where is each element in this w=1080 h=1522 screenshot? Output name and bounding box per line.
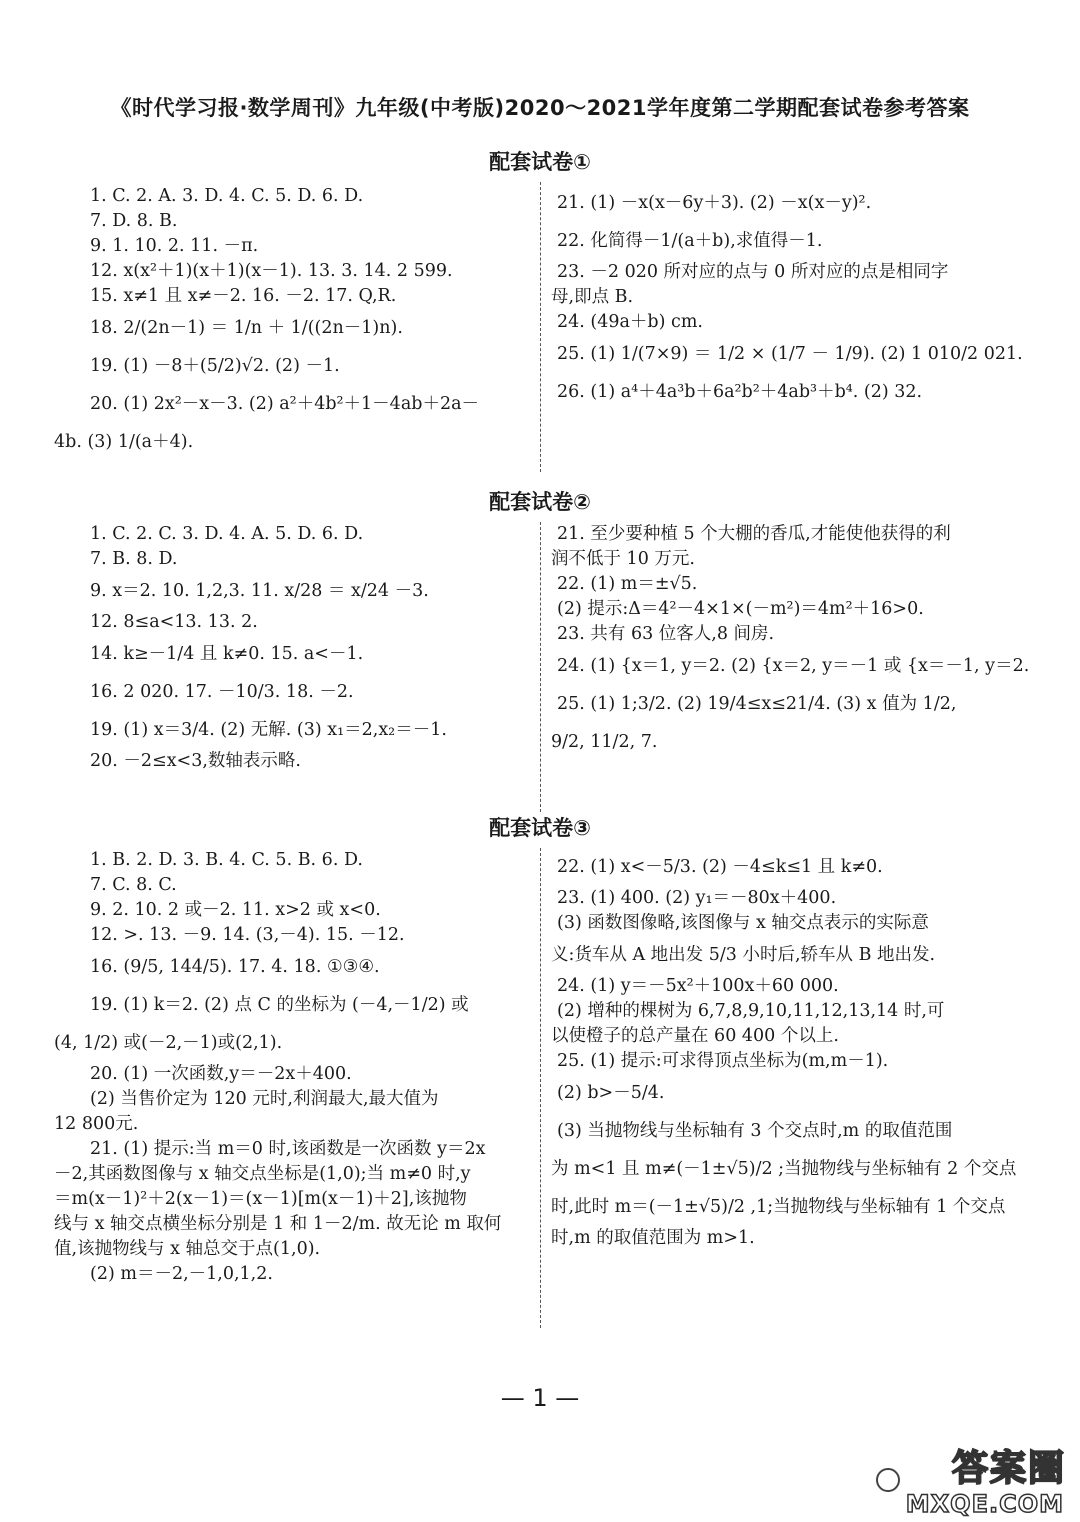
answer-line: 20. (1) 一次函数,y＝－2x＋400. (90, 1064, 352, 1084)
answer-line: 12. x(x²＋1)(x＋1)(x－1). 13. 3. 14. 2 599. (90, 261, 453, 281)
answer-line: (2) m＝－2,－1,0,1,2. (90, 1264, 273, 1284)
answer-line: 值,该抛物线与 x 轴总交于点(1,0). (54, 1239, 321, 1259)
answer-line: (2) 提示:Δ＝4²－4×1×(－m²)＝4m²＋16>0. (557, 599, 924, 619)
right-column (551, 184, 1027, 411)
answer-line: 时,m 的取值范围为 m>1. (551, 1228, 755, 1248)
answer-line: 20. －2≤x<3,数轴表示略. (90, 751, 301, 771)
answer-line: 23. 共有 63 位客人,8 间房. (557, 624, 775, 644)
left-column (54, 184, 530, 461)
answer-line: 12 800元. (54, 1114, 139, 1134)
answer-line: 线与 x 轴交点横坐标分别是 1 和 1－2/m. 故无论 m 取何 (54, 1214, 502, 1234)
answer-line: 母,即点 B. (551, 287, 634, 307)
answer-line: 12. 8≤a<13. 13. 2. (90, 612, 258, 632)
watermark-site: MXQE.COM (905, 1490, 1064, 1518)
answer-line: (2) 当售价定为 120 元时,利润最大,最大值为 (90, 1089, 439, 1109)
answer-line: －2,其函数图像与 x 轴交点坐标是(1,0);当 m≠0 时,y (54, 1164, 471, 1184)
answer-line: 23. －2 020 所对应的点与 0 所对应的点是相同字 (557, 262, 949, 282)
answer-line: 23. (1) 400. (2) y₁＝－80x＋400. (557, 888, 837, 908)
answer-line: 21. 至少要种植 5 个大棚的香瓜,才能使他获得的利 (557, 524, 951, 544)
answer-line: 26. (1) a⁴＋4a³b＋6a²b²＋4ab³＋b⁴. (2) 32. (557, 382, 923, 402)
answer-line: 24. (49a＋b) cm. (557, 312, 703, 332)
watermark-logo: 答案圈 (951, 1448, 1066, 1489)
answer-line: 以使橙子的总产量在 60 400 个以上. (551, 1026, 839, 1046)
answer-line: 12. >. 13. －9. 14. (3,－4). 15. －12. (90, 925, 405, 945)
answer-line: (3) 函数图像略,该图像与 x 轴交点表示的实际意 (557, 913, 929, 933)
answer-line: 19. (1) k＝2. (2) 点 C 的坐标为 (－4,－1/2) 或 (90, 995, 469, 1015)
answer-line: (3) 当抛物线与坐标轴有 3 个交点时,m 的取值范围 (557, 1121, 953, 1141)
answer-line: 16. 2 020. 17. －10/3. 18. －2. (90, 682, 354, 702)
answer-line: 19. (1) －8＋(5/2)√2. (2) －1. (90, 356, 340, 376)
answer-line: (2) 增种的棵树为 6,7,8,9,10,11,12,13,14 时,可 (557, 1001, 945, 1021)
answer-line: 25. (1) 1;3/2. (2) 19/4≤x≤21/4. (3) x 值为 1/2, (557, 694, 957, 714)
section-title: 配套试卷① (489, 150, 591, 174)
answer-line: 时,此时 m＝(－1±√5)/2 ,1;当抛物线与坐标轴有 1 个交点 (551, 1197, 1006, 1217)
column-divider (540, 848, 541, 1328)
right-column (551, 522, 1030, 761)
answer-line: 为 m<1 且 m≠(－1±√5)/2 ;当抛物线与坐标轴有 2 个交点 (551, 1159, 1017, 1179)
answer-line: 7. C. 8. C. (90, 875, 177, 895)
answer-line: (2) b>－5/4. (557, 1083, 665, 1103)
answer-line: 7. B. 8. D. (90, 549, 178, 569)
left-column (54, 848, 530, 1287)
answer-line: 18. 2/(2n－1) ＝ 1/n ＋ 1/((2n－1)n). (90, 318, 403, 338)
site-watermark (876, 1440, 1066, 1516)
answer-line: 14. k≥－1/4 且 k≠0. 15. a<－1. (90, 644, 364, 664)
answer-line: 20. (1) 2x²－x－3. (2) a²＋4b²＋1－4ab＋2a－ (90, 394, 480, 414)
page-number: — 1 — (500, 1384, 580, 1412)
answer-line: 9. 1. 10. 2. 11. －π. (90, 236, 259, 256)
answer-line: (4, 1/2) 或(－2,－1)或(2,1). (54, 1033, 283, 1053)
column-divider (540, 182, 541, 472)
answer-line: 9. x＝2. 10. 1,2,3. 11. x/28 ＝ x/24 －3. (90, 581, 429, 601)
answer-line: 1. C. 2. A. 3. D. 4. C. 5. D. 6. D. (90, 186, 364, 206)
answer-line: 7. D. 8. B. (90, 211, 178, 231)
section-title: 配套试卷② (489, 490, 591, 514)
answer-line: 9. 2. 10. 2 或－2. 11. x>2 或 x<0. (90, 900, 381, 920)
answer-line: 21. (1) 提示:当 m＝0 时,该函数是一次函数 y＝2x (90, 1139, 486, 1159)
answer-line: 1. B. 2. D. 3. B. 4. C. 5. B. 6. D. (90, 850, 363, 870)
answer-line: 16. (9/5, 144/5). 17. 4. 18. ①③④. (90, 957, 380, 977)
answer-line: 22. (1) m＝±√5. (557, 574, 698, 594)
answer-line: 1. C. 2. C. 3. D. 4. A. 5. D. 6. D. (90, 524, 364, 544)
column-divider (540, 522, 541, 812)
page-title: 《时代学习报·数学周刊》九年级(中考版)2020～2021学年度第二学期配套试卷参考答案 (110, 96, 970, 120)
answer-line: 24. (1) {x＝1, y＝2. (2) {x＝2, y＝－1 或 {x＝－1, y＝2. (557, 656, 1030, 676)
answer-line: 4b. (3) 1/(a＋4). (54, 432, 194, 452)
answer-line: 21. (1) －x(x－6y＋3). (2) －x(x－y)². (557, 193, 872, 213)
wechat-icon (876, 1468, 900, 1492)
answer-line: 24. (1) y＝－5x²＋100x＋60 000. (557, 976, 839, 996)
right-column (551, 848, 1027, 1251)
left-column (90, 522, 530, 774)
answer-line: 22. (1) x<－5/3. (2) －4≤k≤1 且 k≠0. (557, 857, 883, 877)
answer-line: 15. x≠1 且 x≠－2. 16. －2. 17. Q,R. (90, 286, 397, 306)
answer-line: ＝m(x－1)²＋2(x－1)＝(x－1)[m(x－1)＋2],该抛物 (54, 1189, 467, 1209)
answer-line: 润不低于 10 万元. (551, 549, 695, 569)
section-title: 配套试卷③ (489, 816, 591, 840)
answer-line: 25. (1) 提示:可求得顶点坐标为(m,m－1). (557, 1051, 889, 1071)
answer-line: 22. 化简得－1/(a＋b),求值得－1. (557, 231, 823, 251)
answer-line: 19. (1) x＝3/4. (2) 无解. (3) x₁＝2,x₂＝－1. (90, 720, 447, 740)
answer-line: 25. (1) 1/(7×9) ＝ 1/2 × (1/7 － 1/9). (2) 1 010/2 021. (557, 344, 1023, 364)
answer-line: 义:货车从 A 地出发 5/3 小时后,轿车从 B 地出发. (551, 945, 936, 965)
answer-line: 9/2, 11/2, 7. (551, 732, 658, 752)
